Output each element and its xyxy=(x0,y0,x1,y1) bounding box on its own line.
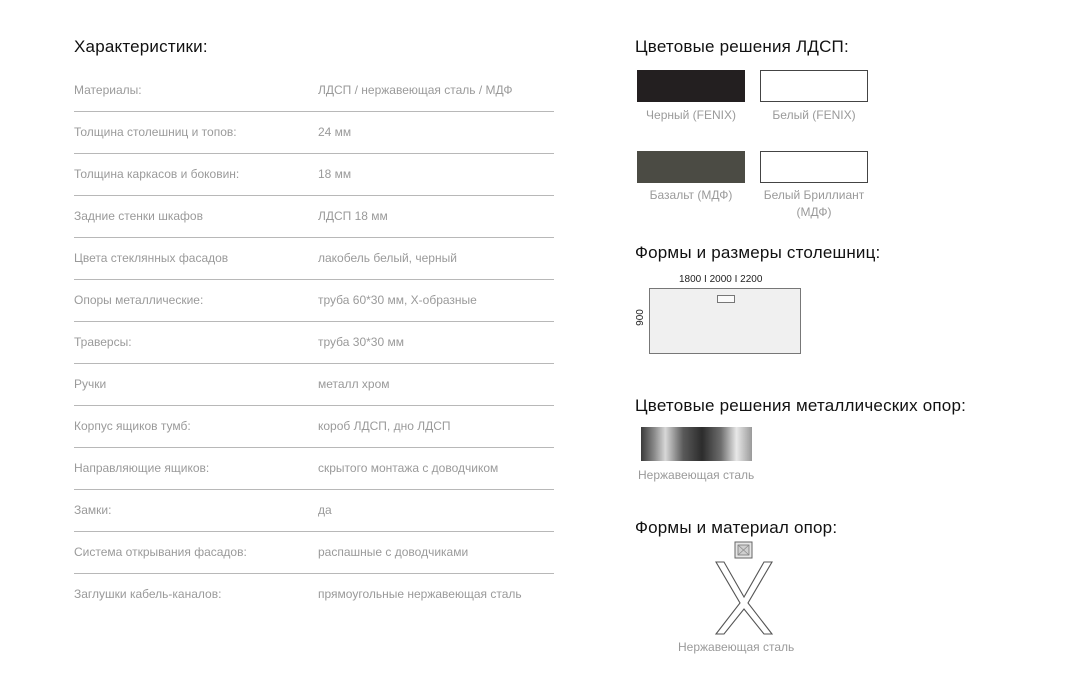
spec-value: да xyxy=(318,503,332,517)
spec-key: Толщина каркасов и боковин: xyxy=(74,167,240,181)
spec-key: Толщина столешниц и топов: xyxy=(74,125,237,139)
spec-row xyxy=(74,532,554,574)
spec-value: труба 30*30 мм xyxy=(318,335,404,349)
spec-value: скрытого монтажа с доводчиком xyxy=(318,461,499,475)
swatch-label-line2: (МДФ) xyxy=(796,205,832,219)
metal-color-caption: Нержавеющая сталь xyxy=(638,468,755,482)
swatch-label: Белый (FENIX) xyxy=(772,108,856,122)
spec-key: Замки: xyxy=(74,503,112,517)
legs-title: Формы и материал опор: xyxy=(635,518,838,537)
spec-key: Корпус ящиков тумб: xyxy=(74,419,191,433)
spec-key: Заглушки кабель-каналов: xyxy=(74,587,222,601)
swatch-label: Базальт (МДФ) xyxy=(649,188,733,202)
tabletop-diagram xyxy=(649,288,801,354)
swatch-label xyxy=(749,187,879,221)
swatch-white-brilliant xyxy=(760,151,868,183)
spec-row xyxy=(74,364,554,406)
spec-value: ЛДСП 18 мм xyxy=(318,209,388,223)
spec-key: Опоры металлические: xyxy=(74,293,204,307)
spec-row xyxy=(74,280,554,322)
spec-row xyxy=(74,112,554,154)
spec-key: Ручки xyxy=(74,377,107,391)
spec-value: распашные с доводчиками xyxy=(318,545,469,559)
cable-port-icon xyxy=(717,295,735,303)
spec-value: 24 мм xyxy=(318,125,352,139)
spec-row xyxy=(74,196,554,238)
spec-row xyxy=(74,154,554,196)
legs-caption: Нержавеющая сталь xyxy=(678,640,795,654)
tabletop-length-label: 1800 I 2000 I 2200 xyxy=(679,274,763,285)
spec-row xyxy=(74,70,554,112)
tabletop-width-label: 900 xyxy=(634,309,646,326)
spec-value: труба 60*30 мм, X-образные xyxy=(318,293,477,307)
swatch-white-fenix xyxy=(760,70,868,102)
spec-value: короб ЛДСП, дно ЛДСП xyxy=(318,419,451,433)
spec-row xyxy=(74,574,554,615)
spec-key: Материалы: xyxy=(74,83,142,97)
tube-section-icon xyxy=(735,542,752,558)
spec-value: 18 мм xyxy=(318,167,352,181)
swatch-black-fenix xyxy=(637,70,745,102)
spec-key: Система открывания фасадов: xyxy=(74,545,247,559)
spec-row xyxy=(74,448,554,490)
metal-colors-title: Цветовые решения металлических опор: xyxy=(635,396,967,415)
specs-title: Характеристики: xyxy=(74,37,208,56)
spec-value: ЛДСП / нержавеющая сталь / МДФ xyxy=(318,83,513,97)
tabletop-title: Формы и размеры столешниц: xyxy=(635,243,881,262)
ldsp-colors-title: Цветовые решения ЛДСП: xyxy=(635,37,849,56)
spec-row xyxy=(74,322,554,364)
spec-key: Траверсы: xyxy=(74,335,132,349)
spec-row xyxy=(74,238,554,280)
x-frame xyxy=(716,562,772,634)
x-leg-icon xyxy=(712,540,776,636)
spec-row xyxy=(74,490,554,532)
spec-value: прямоугольные нержавеющая сталь xyxy=(318,587,522,601)
spec-row xyxy=(74,406,554,448)
spec-key: Задние стенки шкафов xyxy=(74,209,203,223)
swatch-label: Черный (FENIX) xyxy=(646,108,736,122)
spec-key: Направляющие ящиков: xyxy=(74,461,210,475)
spec-value: лакобель белый, черный xyxy=(318,251,457,265)
swatch-basalt xyxy=(637,151,745,183)
swatch-label-line1: Белый Бриллиант xyxy=(763,188,865,202)
stainless-steel-swatch xyxy=(641,427,752,461)
specs-table xyxy=(74,70,554,615)
spec-value: металл хром xyxy=(318,377,390,391)
spec-key: Цвета стеклянных фасадов xyxy=(74,251,229,265)
